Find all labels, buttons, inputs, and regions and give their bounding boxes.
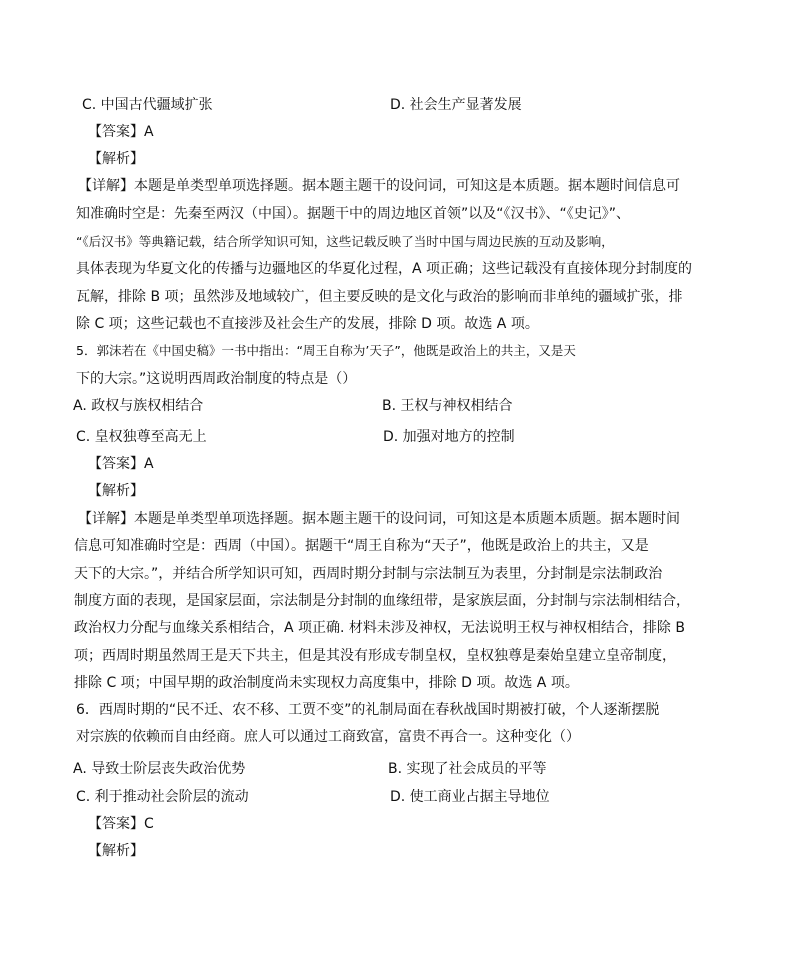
q5-detail-line-6: 项；西周时期虽然周王是天下共主，但是其没有形成专制皇权，皇权独尊是秦始皇建立皇帝制度， bbox=[74, 648, 676, 664]
q5-detail-line-3: 天下的大宗。”，并结合所学知识可知，西周时期分封制与宗法制互为表里，分封制是宗法制政治 bbox=[74, 566, 663, 582]
q5-answer: 【答案】A bbox=[88, 456, 154, 472]
q5-detail-line-5: 政治权力分配与血缘关系相结合，A 项正确. 材料未涉及神权，无法说明王权与神权相结合，排除 B bbox=[74, 620, 685, 636]
q6-option-d: D. 使工商业占据主导地位 bbox=[390, 789, 550, 805]
q6-answer: 【答案】C bbox=[88, 816, 154, 832]
q5-stem-line-2: 下的大宗。”这说明西周政治制度的特点是（） bbox=[76, 371, 357, 387]
q5-detail-line-7: 排除 C 项；中国早期的政治制度尚未实现权力高度集中，排除 D 项。故选 A 项。 bbox=[74, 675, 579, 691]
q4-detail-line-3: “《后汉书》等典籍记载，结合所学知识可知，这些记载反映了当时中国与周边民族的互动及影响， bbox=[76, 234, 614, 249]
q4-detail-line-1: 【详解】本题是单类型单项选择题。据本题主题干的设问词，可知这是本质题。据本题时间信息可 bbox=[78, 178, 680, 194]
q5-option-d: D. 加强对地方的控制 bbox=[383, 429, 515, 445]
q5-detail-line-1: 【详解】本题是单类型单项选择题。据本题主题干的设问词，可知这是本质题本质题。据本题时间 bbox=[78, 511, 680, 527]
q4-analysis-label: 【解析】 bbox=[88, 151, 144, 167]
q6-stem-line-2: 对宗族的依赖而自由经商。庶人可以通过工商致富，富贵不再合一。这种变化（） bbox=[76, 729, 580, 745]
q5-analysis-label: 【解析】 bbox=[88, 483, 144, 499]
q6-analysis-label: 【解析】 bbox=[88, 843, 144, 859]
q5-detail-line-4: 制度方面的表现，是国家层面，宗法制是分封制的血缘纽带，是家族层面，分封制与宗法制相结合， bbox=[74, 593, 690, 609]
q4-detail-line-2: 知准确时空是：先秦至两汉（中国）。据题干中的周边地区首领”以及“《汉书》、“《史记》”、 bbox=[76, 206, 631, 222]
q4-detail-line-4: 具体表现为华夏文化的传播与边疆地区的华夏化过程，A 项正确；这些记载没有直接体现分封制度的 bbox=[76, 261, 693, 277]
q5-stem-line-1: 5．郭沫若在《中国史稿》一书中指出：“周王自称为’天子”，他既是政治上的共主，又是天 bbox=[76, 343, 576, 358]
q6-option-a: A. 导致士阶层丧失政治优势 bbox=[73, 761, 246, 777]
q6-stem-line-1: 6．西周时期的“民不迁、农不移、工贾不变”的礼制局面在春秋战国时期被打破，个人逐渐摆脱 bbox=[76, 702, 660, 718]
q5-option-c: C. 皇权独尊至高无上 bbox=[76, 429, 207, 445]
q4-detail-line-6: 除 C 项；这些记载也不直接涉及社会生产的发展，排除 D 项。故选 A 项。 bbox=[76, 316, 539, 332]
q4-option-d: D. 社会生产显著发展 bbox=[390, 97, 522, 113]
q5-detail-line-2: 信息可知准确时空是：西周（中国）。据题干“周王自称为“天子”，他既是政治上的共主，又是 bbox=[74, 538, 649, 554]
q5-option-b: B. 王权与神权相结合 bbox=[382, 398, 513, 414]
q5-option-a: A. 政权与族权相结合 bbox=[73, 398, 204, 414]
q4-detail-line-5: 瓦解，排除 B 项；虽然涉及地域较广，但主要反映的是文化与政治的影响而非单纯的疆域扩张，排 bbox=[76, 289, 683, 305]
q4-answer: 【答案】A bbox=[88, 124, 154, 140]
q4-option-c: C. 中国古代疆域扩张 bbox=[82, 97, 213, 113]
q6-option-c: C. 利于推动社会阶层的流动 bbox=[76, 789, 249, 805]
q6-option-b: B. 实现了社会成员的平等 bbox=[388, 761, 547, 777]
